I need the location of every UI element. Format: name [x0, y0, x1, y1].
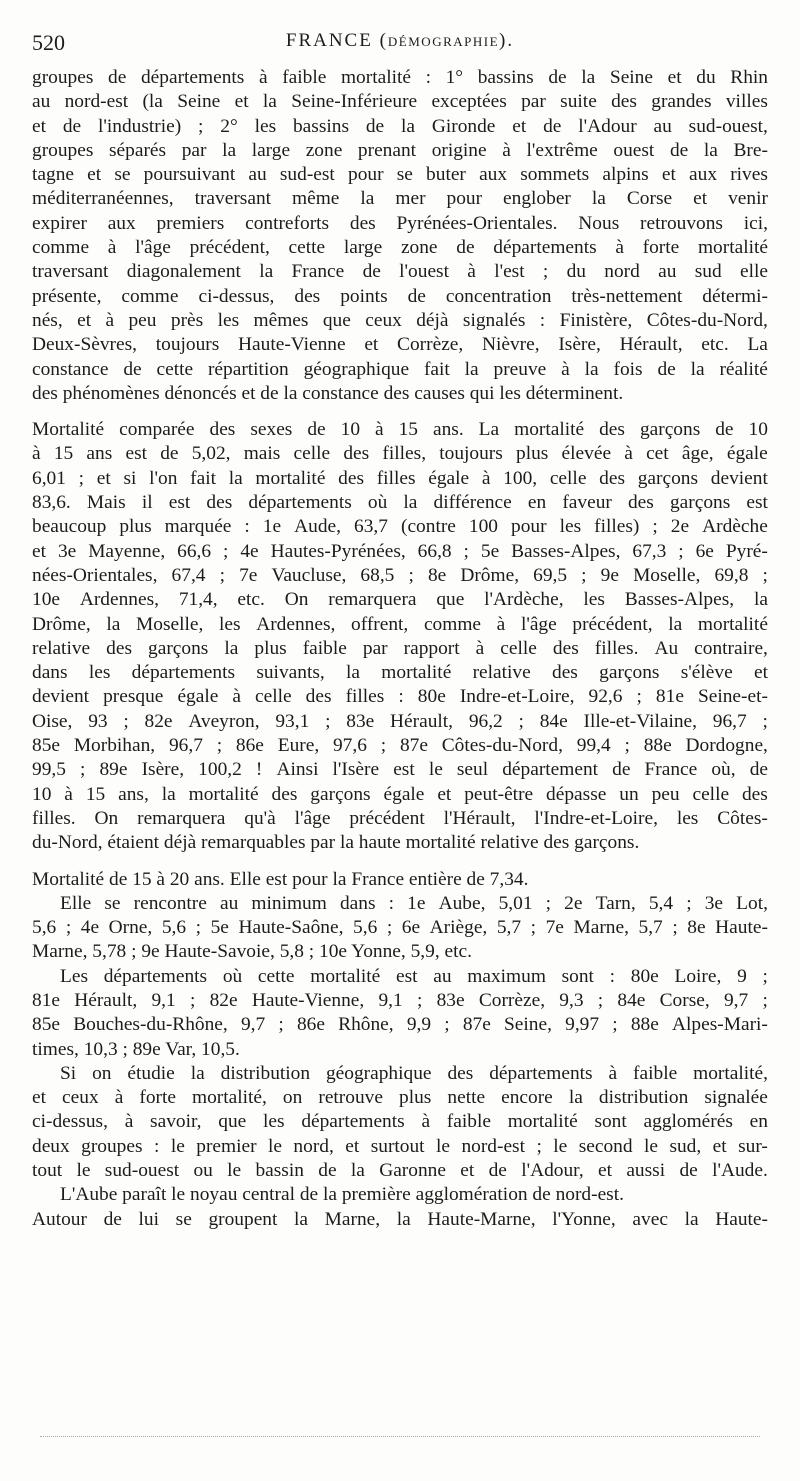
text-line: deux groupes : le premier le nord, et surtout le nord-est ; le second le sud, et sur-: [32, 1135, 768, 1157]
text-line: traversant diagonalement la France de l'ouest à l'est ; du nord au sud elle: [32, 261, 768, 283]
text-line: 85e Morbihan, 96,7 ; 86e Eure, 97,6 ; 87e Côtes-du-Nord, 99,4 ; 88e Dordogne,: [32, 735, 768, 757]
paragraph-gap: [32, 856, 768, 868]
text-line: Autour de lui se groupent la Marne, la Haute-Marne, l'Yonne, avec la Haute-: [32, 1208, 768, 1230]
text-line: Elle se rencontre au minimum dans : 1e Aube, 5,01 ; 2e Tarn, 5,4 ; 3e Lot,: [60, 892, 768, 914]
running-title: [32, 30, 768, 52]
text-line: Oise, 93 ; 82e Aveyron, 93,1 ; 83e Hérault, 96,2 ; 84e Ille-et-Vilaine, 96,7 ;: [32, 710, 768, 732]
text-line: nés, et à peu près les mêmes que ceux déjà signalés : Finistère, Côtes-du-Nord,: [32, 309, 768, 331]
page-number: 520: [32, 30, 65, 55]
text-line: tout le sud-ouest ou le bassin de la Garonne et de l'Adour, et aussi de l'Aude.: [32, 1160, 768, 1182]
text-line: 83,6. Mais il est des départements où la différence en faveur des garçons est: [32, 492, 768, 514]
text-line: times, 10,3 ; 89e Var, 10,5.: [32, 1038, 240, 1060]
text-line: du-Nord, étaient déjà remarquables par la haute mortalité relative des garçons.: [32, 832, 640, 854]
text-line: 5,6 ; 4e Orne, 5,6 ; 5e Haute-Saône, 5,6 ; 6e Ariège, 5,7 ; 7e Marne, 5,7 ; 8e Haute-: [32, 917, 768, 939]
running-title-close: ).: [499, 30, 515, 51]
text-line: Deux-Sèvres, toujours Haute-Vienne et Corrèze, Nièvre, Isère, Hérault, etc. La: [32, 334, 768, 356]
text-line: Mortalité comparée des sexes de 10 à 15 ans. La mortalité des garçons de 10: [32, 419, 768, 441]
text-line: groupes séparés par la large zone prenant origine à l'extrême ouest de la Bre-: [32, 139, 768, 161]
page-header: [32, 30, 768, 60]
text-line: méditerranéennes, traversant même la mer pour englober la Corse et venir: [32, 188, 768, 210]
text-line: L'Aube paraît le noyau central de la première agglomération de nord-est.: [60, 1184, 624, 1206]
text-line: au nord-est (la Seine et la Seine-Inférieure exceptées par suite des grandes villes: [32, 91, 768, 113]
text-line: relative des garçons la plus faible par rapport à celle des filles. Au contraire,: [32, 637, 768, 659]
text-line: présente, comme ci-dessus, des points de concentration très-nettement détermi-: [32, 285, 768, 307]
text-line: 10e Ardennes, 71,4, etc. On remarquera que l'Ardèche, les Basses-Alpes, la: [32, 589, 768, 611]
running-title-main: FRANCE (: [285, 30, 388, 51]
text-line: des phénomènes dénoncés et de la constance des causes qui les déterminent.: [32, 382, 624, 404]
text-line: devient presque égale à celle des filles : 80e Indre-et-Loire, 92,6 ; 81e Seine-et-: [32, 686, 768, 708]
text-body: [32, 66, 768, 1232]
paragraph-gap: [32, 406, 768, 418]
text-line: beaucoup plus marquée : 1e Aude, 63,7 (contre 100 pour les filles) ; 2e Ardèche: [32, 516, 768, 538]
text-line: 99,5 ; 89e Isère, 100,2 ! Ainsi l'Isère est le seul département de France où, de: [32, 759, 768, 781]
text-line: et 3e Mayenne, 66,6 ; 4e Hautes-Pyrénées, 66,8 ; 5e Basses-Alpes, 67,3 ; 6e Pyré-: [32, 540, 768, 562]
text-line: dans les départements suivants, la mortalité relative des garçons s'élève et: [32, 662, 768, 684]
text-line: et ceux à forte mortalité, on retrouve plus nette encore la distribution signalée: [32, 1087, 768, 1109]
text-line: Marne, 5,78 ; 9e Haute-Savoie, 5,8 ; 10e Yonne, 5,9, etc.: [32, 941, 472, 963]
text-line: comme à l'âge précédent, cette large zone de départements à forte mortalité: [32, 237, 768, 259]
text-line: filles. On remarquera qu'à l'âge précédent l'Hérault, l'Indre-et-Loire, les Côtes-: [32, 807, 768, 829]
text-line: Drôme, la Moselle, les Ardennes, offrent, comme à l'âge précédent, la mortalité: [32, 613, 768, 635]
footer-rule: [40, 1436, 760, 1437]
text-line: groupes de départements à faible mortalité : 1° bassins de la Seine et du Rhin: [32, 67, 768, 88]
text-line: à 15 ans est de 5,02, mais celle des filles, toujours plus élevée à cet âge, égale: [32, 443, 768, 465]
text-line: 85e Bouches-du-Rhône, 9,7 ; 86e Rhône, 9,9 ; 87e Seine, 9,97 ; 88e Alpes-Mari-: [32, 1014, 768, 1036]
text-line: expirer aux premiers contreforts des Pyrénées-Orientales. Nous retrouvons ici,: [32, 212, 768, 234]
text-line: 81e Hérault, 9,1 ; 82e Haute-Vienne, 9,1 ; 83e Corrèze, 9,3 ; 84e Corse, 9,7 ;: [32, 989, 768, 1011]
text-line: nées-Orientales, 67,4 ; 7e Vaucluse, 68,5 ; 8e Drôme, 69,5 ; 9e Moselle, 69,8 ;: [32, 564, 768, 586]
text-line: 10 à 15 ans, la mortalité des garçons égale et peut-être dépasse un peu celle des: [32, 783, 768, 805]
text-line: Mortalité de 15 à 20 ans. Elle est pour la France entière de 7,34.: [32, 868, 529, 890]
text-line: et de l'industrie) ; 2° les bassins de la Gironde et de l'Adour au sud-ouest,: [32, 115, 768, 137]
running-title-small: DÉMOGRAPHIE: [387, 34, 500, 49]
text-line: Si on étudie la distribution géographique des départements à faible mortalité,: [60, 1062, 768, 1084]
text-line: Les départements où cette mortalité est au maximum sont : 80e Loire, 9 ;: [60, 965, 768, 987]
text-line: constance de cette répartition géographique fait la preuve à la fois de la réalité: [32, 358, 768, 380]
text-line: tagne et se poursuivant au sud-est pour se buter aux sommets alpins et aux rives: [32, 164, 768, 186]
text-line: ci-dessus, à savoir, que les départements à faible mortalité sont agglomérés en: [32, 1111, 768, 1133]
text-line: 6,01 ; et si l'on fait la mortalité des filles égale à 100, celle des garçons devient: [32, 467, 768, 489]
